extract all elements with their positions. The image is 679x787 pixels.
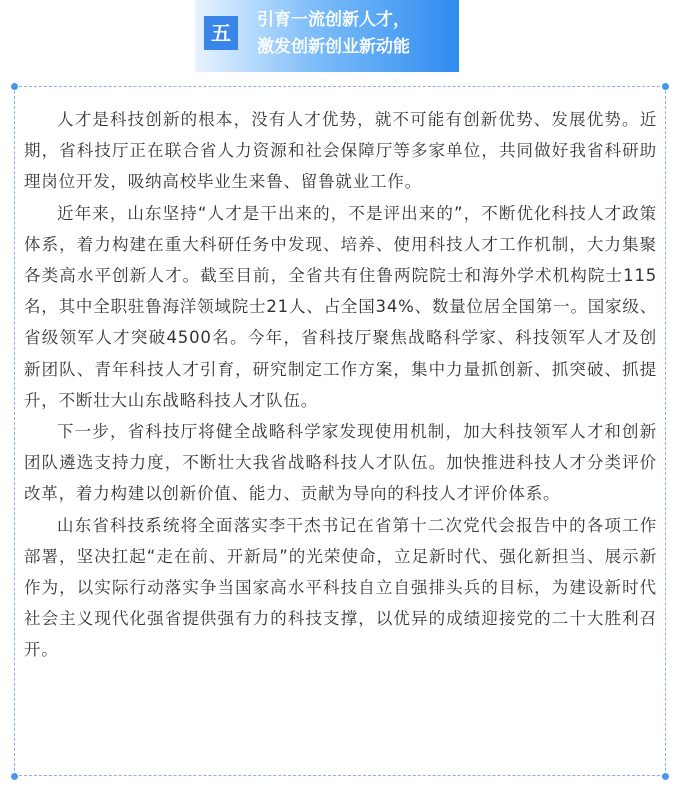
section-title-line-1: 引育一流创新人才， — [257, 10, 410, 30]
paragraph-3: 下一步，省科技厅将健全战略科学家发现使用机制，加大科技领军人才和创新团队遴选支持力度，不断壮大我省战略科技人才队伍。加快推进科技人才分类评价改革，着力构建以创新价值、能力、贡献为导向的科技人才评价体系。 — [24, 422, 657, 504]
frame-corner-dot-bottom-left — [11, 773, 18, 780]
frame-corner-dot-top-left — [11, 83, 18, 90]
paragraph-1: 人才是科技创新的根本，没有人才优势，就不可能有创新优势、发展优势。近期，省科技厅正在联合省人力资源和社会保障厅等多家单位，共同做好我省科研助理岗位开发，吸纳高校毕业生来鲁、留鲁就业工作。 — [24, 110, 657, 192]
article-body — [24, 104, 657, 666]
frame-corner-dot-top-right — [662, 83, 669, 90]
frame-right-border — [665, 86, 666, 776]
section-title-line-2: 激发创新创业新动能 — [257, 37, 410, 57]
frame-left-border — [14, 86, 15, 776]
section-number-badge: 五 — [204, 16, 238, 50]
paragraph-2: 近年来，山东坚持“人才是干出来的，不是评出来的”，不断优化科技人才政策体系，着力构建在重大科研任务中发现、培养、使用科技人才工作机制，大力集聚各类高水平创新人才。截至目前，全省共有住鲁两院院士和海外学术机构院士115名，其中全职驻鲁海洋领域院士21人、占全国34%、数量位居全国第一。国家级、省级领军人才突破4500名。今年，省科技厅聚焦战略科学家、科技领军人才及创新团队、青年科技人才引育，研究制定工作方案，集中力量抓创新、抓突破、抓提升，不断壮大山东战略科技人才队伍。 — [24, 203, 657, 410]
section-title — [257, 7, 457, 61]
frame-corner-dot-bottom-right — [662, 773, 669, 780]
paragraph-4: 山东省科技系统将全面落实李干杰书记在省第十二次党代会报告中的各项工作部署，坚决扛起“走在前、开新局”的光荣使命，立足新时代、强化新担当、展示新作为，以实际行动落实争当国家高水平科技自立自强排头兵的目标，为建设新时代社会主义现代化强省提供强有力的科技支撑，以优异的成绩迎接党的二十大胜利召开。 — [24, 515, 657, 660]
